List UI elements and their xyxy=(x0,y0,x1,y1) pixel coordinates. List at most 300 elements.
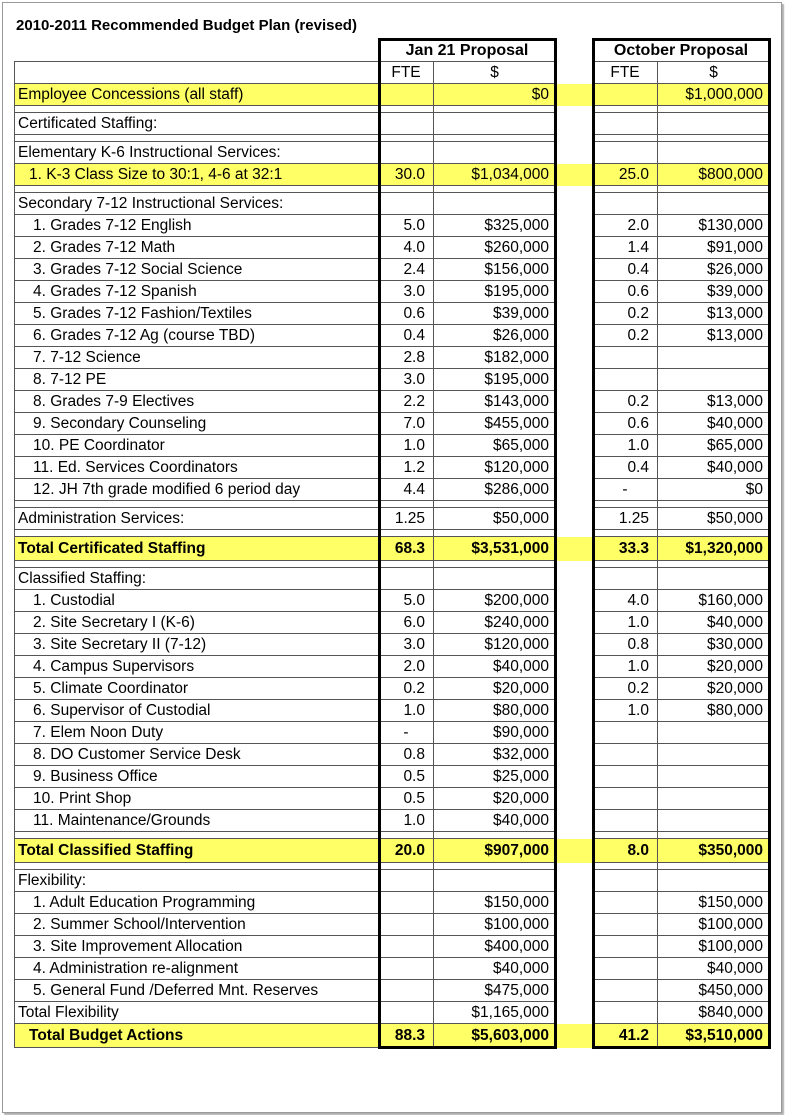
jan-fte-cell xyxy=(379,914,434,936)
oct-amount-cell: $1,320,000 xyxy=(658,537,770,561)
gap-cell xyxy=(556,215,593,237)
oct-amount-cell xyxy=(658,142,770,164)
jan-fte-cell: 3.0 xyxy=(379,634,434,656)
gap-cell xyxy=(556,237,593,259)
row-label: 4. Campus Supervisors xyxy=(15,656,379,678)
jan-amount-cell: $0 xyxy=(434,84,556,106)
table-row xyxy=(15,568,770,590)
jan-amount-cell: $100,000 xyxy=(434,914,556,936)
row-label: 6. Supervisor of Custodial xyxy=(15,700,379,722)
jan-fte-header: FTE xyxy=(379,62,434,84)
jan-fte-cell xyxy=(379,958,434,980)
oct-fte-cell: 33.3 xyxy=(593,537,658,561)
oct-amount-cell xyxy=(658,788,770,810)
jan-amount-cell: $40,000 xyxy=(434,810,556,832)
oct-amount-cell: $350,000 xyxy=(658,839,770,863)
oct-amount-cell: $39,000 xyxy=(658,281,770,303)
oct-amount-cell xyxy=(658,810,770,832)
table-row xyxy=(15,435,770,457)
row-label: 1. Adult Education Programming xyxy=(15,892,379,914)
jan-amount-cell: $1,165,000 xyxy=(434,1002,556,1024)
jan-fte-cell: - xyxy=(379,722,434,744)
gap-cell xyxy=(556,590,593,612)
spacer-row xyxy=(15,530,770,537)
oct-fte-cell: 0.4 xyxy=(593,259,658,281)
oct-amount-cell: $40,000 xyxy=(658,457,770,479)
row-label: 3. Site Secretary II (7-12) xyxy=(15,634,379,656)
oct-amount-cell: $13,000 xyxy=(658,325,770,347)
oct-amount-cell: $150,000 xyxy=(658,892,770,914)
row-label: Total Classified Staffing xyxy=(15,839,379,863)
total-row xyxy=(15,537,770,561)
table-row xyxy=(15,678,770,700)
table-row xyxy=(15,892,770,914)
oct-amount-cell xyxy=(658,722,770,744)
row-label: Total Certificated Staffing xyxy=(15,537,379,561)
spacer-row xyxy=(15,501,770,508)
row-label: 8. 7-12 PE xyxy=(15,369,379,391)
jan-fte-cell: 0.5 xyxy=(379,766,434,788)
oct-amount-cell: $840,000 xyxy=(658,1002,770,1024)
jan-amount-cell: $286,000 xyxy=(434,479,556,501)
row-label: 10. PE Coordinator xyxy=(15,435,379,457)
table-row xyxy=(15,142,770,164)
oct-fte-cell: 2.0 xyxy=(593,215,658,237)
oct-fte-cell: 0.6 xyxy=(593,281,658,303)
jan-fte-cell xyxy=(379,936,434,958)
oct-fte-cell xyxy=(593,810,658,832)
jan-fte-cell xyxy=(379,193,434,215)
oct-fte-cell: 0.8 xyxy=(593,634,658,656)
table-row xyxy=(15,612,770,634)
spacer-row xyxy=(15,186,770,193)
row-label: Certificated Staffing: xyxy=(15,113,379,135)
gap-cell xyxy=(556,744,593,766)
table-row xyxy=(15,413,770,435)
oct-amount-cell: $30,000 xyxy=(658,634,770,656)
jan-fte-cell: 1.0 xyxy=(379,435,434,457)
table-row xyxy=(15,193,770,215)
jan-fte-cell: 7.0 xyxy=(379,413,434,435)
table-row xyxy=(15,958,770,980)
row-label: 5. Grades 7-12 Fashion/Textiles xyxy=(15,303,379,325)
row-label: 1. Grades 7-12 English xyxy=(15,215,379,237)
gap-cell xyxy=(556,164,593,186)
jan-amount-cell: $455,000 xyxy=(434,413,556,435)
jan-amount-cell xyxy=(434,142,556,164)
jan-amount-cell xyxy=(434,568,556,590)
row-label: 7. Elem Noon Duty xyxy=(15,722,379,744)
row-label: Total Flexibility xyxy=(15,1002,379,1024)
jan-fte-cell: 0.2 xyxy=(379,678,434,700)
jan-amount-cell: $240,000 xyxy=(434,612,556,634)
oct-proposal-header: October Proposal xyxy=(593,40,770,62)
row-label: 2. Grades 7-12 Math xyxy=(15,237,379,259)
row-label: Elementary K-6 Instructional Services: xyxy=(15,142,379,164)
gap-cell xyxy=(556,259,593,281)
gap-cell xyxy=(556,1024,593,1048)
jan-amount-cell: $182,000 xyxy=(434,347,556,369)
oct-fte-cell xyxy=(593,892,658,914)
oct-amount-cell: $40,000 xyxy=(658,958,770,980)
table-row xyxy=(15,914,770,936)
header-row-2 xyxy=(15,62,770,84)
jan-fte-cell: 3.0 xyxy=(379,281,434,303)
oct-amount-cell xyxy=(658,870,770,892)
oct-fte-cell xyxy=(593,369,658,391)
gap-cell xyxy=(556,958,593,980)
row-label: 4. Administration re-alignment xyxy=(15,958,379,980)
table-row xyxy=(15,84,770,106)
row-label: 1. Custodial xyxy=(15,590,379,612)
gap-cell xyxy=(556,457,593,479)
oct-fte-cell xyxy=(593,766,658,788)
oct-fte-cell: - xyxy=(593,479,658,501)
table-row xyxy=(15,237,770,259)
oct-amount-cell: $20,000 xyxy=(658,656,770,678)
row-label: Employee Concessions (all staff) xyxy=(15,84,379,106)
oct-amount-cell: $65,000 xyxy=(658,435,770,457)
jan-fte-cell: 2.0 xyxy=(379,656,434,678)
gap-cell xyxy=(556,347,593,369)
jan-fte-cell: 5.0 xyxy=(379,590,434,612)
jan-fte-cell xyxy=(379,568,434,590)
oct-amount-cell: $50,000 xyxy=(658,508,770,530)
oct-fte-header: FTE xyxy=(593,62,658,84)
table-row xyxy=(15,870,770,892)
gap-cell xyxy=(556,870,593,892)
oct-amount-cell: $13,000 xyxy=(658,303,770,325)
gap-cell xyxy=(556,892,593,914)
row-label: 12. JH 7th grade modified 6 period day xyxy=(15,479,379,501)
jan-fte-cell: 30.0 xyxy=(379,164,434,186)
table-row xyxy=(15,281,770,303)
jan-amount-cell: $90,000 xyxy=(434,722,556,744)
table-row xyxy=(15,700,770,722)
budget-table xyxy=(14,39,770,1048)
jan-amount-cell: $5,603,000 xyxy=(434,1024,556,1048)
oct-amount-cell: $100,000 xyxy=(658,936,770,958)
table-row xyxy=(15,936,770,958)
gap-cell xyxy=(556,612,593,634)
table-row xyxy=(15,479,770,501)
oct-amount-cell: $160,000 xyxy=(658,590,770,612)
oct-fte-cell: 0.4 xyxy=(593,457,658,479)
jan-amount-cell: $907,000 xyxy=(434,839,556,863)
total-row xyxy=(15,1024,770,1048)
jan-amount-cell: $400,000 xyxy=(434,936,556,958)
gap-cell xyxy=(556,568,593,590)
oct-amount-cell: $800,000 xyxy=(658,164,770,186)
row-label: 6. Grades 7-12 Ag (course TBD) xyxy=(15,325,379,347)
gap-cell xyxy=(556,839,593,863)
row-label: Flexibility: xyxy=(15,870,379,892)
oct-amount-cell xyxy=(658,744,770,766)
row-label: 3. Site Improvement Allocation xyxy=(15,936,379,958)
jan-fte-cell: 68.3 xyxy=(379,537,434,561)
table-row xyxy=(15,766,770,788)
gap-cell xyxy=(556,678,593,700)
jan-amount-cell: $475,000 xyxy=(434,980,556,1002)
row-label: 11. Maintenance/Grounds xyxy=(15,810,379,832)
jan-fte-cell: 4.4 xyxy=(379,479,434,501)
row-label: 10. Print Shop xyxy=(15,788,379,810)
jan-amount-cell: $25,000 xyxy=(434,766,556,788)
jan-fte-cell xyxy=(379,980,434,1002)
jan-amount-cell: $150,000 xyxy=(434,892,556,914)
oct-amount-cell: $80,000 xyxy=(658,700,770,722)
row-label: 1. K-3 Class Size to 30:1, 4-6 at 32:1 xyxy=(15,164,379,186)
oct-fte-cell xyxy=(593,870,658,892)
row-label: 2. Site Secretary I (K-6) xyxy=(15,612,379,634)
jan-amount-cell: $32,000 xyxy=(434,744,556,766)
jan-fte-cell: 0.8 xyxy=(379,744,434,766)
table-row xyxy=(15,1002,770,1024)
oct-fte-cell: 1.4 xyxy=(593,237,658,259)
table-row xyxy=(15,634,770,656)
table-row xyxy=(15,980,770,1002)
oct-fte-cell xyxy=(593,347,658,369)
oct-amount-cell: $13,000 xyxy=(658,391,770,413)
jan-amount-cell: $120,000 xyxy=(434,457,556,479)
oct-amount-cell: $91,000 xyxy=(658,237,770,259)
jan-fte-cell: 6.0 xyxy=(379,612,434,634)
oct-fte-cell xyxy=(593,914,658,936)
jan-fte-cell: 1.0 xyxy=(379,700,434,722)
jan-amount-cell: $143,000 xyxy=(434,391,556,413)
gap-cell xyxy=(556,936,593,958)
jan-amount-cell: $20,000 xyxy=(434,678,556,700)
table-row xyxy=(15,590,770,612)
gap-cell xyxy=(556,980,593,1002)
oct-fte-cell xyxy=(593,936,658,958)
oct-amount-cell: $1,000,000 xyxy=(658,84,770,106)
jan-amount-cell: $80,000 xyxy=(434,700,556,722)
oct-amount-cell xyxy=(658,113,770,135)
oct-fte-cell: 1.0 xyxy=(593,612,658,634)
oct-fte-cell: 4.0 xyxy=(593,590,658,612)
jan-fte-cell: 5.0 xyxy=(379,215,434,237)
oct-amount-cell: $130,000 xyxy=(658,215,770,237)
oct-fte-cell: 0.6 xyxy=(593,413,658,435)
row-label: 9. Secondary Counseling xyxy=(15,413,379,435)
oct-amount-cell: $26,000 xyxy=(658,259,770,281)
oct-amount-cell: $40,000 xyxy=(658,413,770,435)
gap-cell xyxy=(556,479,593,501)
table-row xyxy=(15,788,770,810)
table-row xyxy=(15,722,770,744)
gap-cell xyxy=(556,537,593,561)
oct-amount-cell xyxy=(658,766,770,788)
jan-fte-cell: 2.2 xyxy=(379,391,434,413)
oct-amount-cell xyxy=(658,193,770,215)
total-row xyxy=(15,839,770,863)
gap-cell xyxy=(556,84,593,106)
oct-dollar-header: $ xyxy=(658,62,770,84)
jan-amount-cell: $195,000 xyxy=(434,369,556,391)
spacer-row xyxy=(15,106,770,113)
gap-cell xyxy=(556,810,593,832)
oct-amount-cell: $40,000 xyxy=(658,612,770,634)
spacer-row xyxy=(15,832,770,839)
oct-fte-cell xyxy=(593,744,658,766)
gap-cell xyxy=(556,508,593,530)
row-label: Classified Staffing: xyxy=(15,568,379,590)
jan-amount-cell: $39,000 xyxy=(434,303,556,325)
oct-fte-cell: 1.25 xyxy=(593,508,658,530)
gap-cell xyxy=(556,722,593,744)
jan-proposal-header: Jan 21 Proposal xyxy=(379,40,556,62)
oct-fte-cell xyxy=(593,113,658,135)
oct-amount-cell: $100,000 xyxy=(658,914,770,936)
jan-fte-cell: 0.5 xyxy=(379,788,434,810)
jan-amount-cell: $120,000 xyxy=(434,634,556,656)
gap-cell xyxy=(556,325,593,347)
row-label: 8. DO Customer Service Desk xyxy=(15,744,379,766)
gap-cell xyxy=(556,193,593,215)
jan-fte-cell xyxy=(379,1002,434,1024)
jan-fte-cell: 2.4 xyxy=(379,259,434,281)
gap-cell xyxy=(556,281,593,303)
oct-fte-cell xyxy=(593,568,658,590)
row-label: 8. Grades 7-9 Electives xyxy=(15,391,379,413)
jan-fte-cell: 1.0 xyxy=(379,810,434,832)
jan-amount-cell xyxy=(434,193,556,215)
row-label: 7. 7-12 Science xyxy=(15,347,379,369)
table-row xyxy=(15,744,770,766)
table-row xyxy=(15,325,770,347)
table-row xyxy=(15,303,770,325)
oct-fte-cell: 0.2 xyxy=(593,325,658,347)
oct-amount-cell xyxy=(658,568,770,590)
table-row xyxy=(15,508,770,530)
jan-fte-cell: 0.4 xyxy=(379,325,434,347)
jan-fte-cell: 0.6 xyxy=(379,303,434,325)
oct-amount-cell xyxy=(658,347,770,369)
oct-fte-cell xyxy=(593,1002,658,1024)
jan-fte-cell xyxy=(379,892,434,914)
oct-fte-cell xyxy=(593,788,658,810)
jan-fte-cell: 2.8 xyxy=(379,347,434,369)
row-label: Administration Services: xyxy=(15,508,379,530)
table-row xyxy=(15,810,770,832)
page-title: 2010-2011 Recommended Budget Plan (revised) xyxy=(16,17,357,34)
gap-cell xyxy=(556,303,593,325)
gap-cell xyxy=(556,766,593,788)
jan-amount-cell: $40,000 xyxy=(434,958,556,980)
jan-amount-cell: $200,000 xyxy=(434,590,556,612)
oct-fte-cell: 41.2 xyxy=(593,1024,658,1048)
row-label: Secondary 7-12 Instructional Services: xyxy=(15,193,379,215)
jan-fte-cell: 1.25 xyxy=(379,508,434,530)
table-row xyxy=(15,656,770,678)
row-label: 2. Summer School/Intervention xyxy=(15,914,379,936)
oct-amount-cell: $0 xyxy=(658,479,770,501)
gap-cell xyxy=(556,142,593,164)
jan-amount-cell: $1,034,000 xyxy=(434,164,556,186)
table-row xyxy=(15,259,770,281)
table-row xyxy=(15,113,770,135)
jan-fte-cell: 88.3 xyxy=(379,1024,434,1048)
spacer-row xyxy=(15,863,770,870)
jan-fte-cell xyxy=(379,113,434,135)
jan-fte-cell: 1.2 xyxy=(379,457,434,479)
oct-fte-cell: 1.0 xyxy=(593,435,658,457)
row-label: 9. Business Office xyxy=(15,766,379,788)
jan-amount-cell xyxy=(434,870,556,892)
gap-cell xyxy=(556,435,593,457)
table-row xyxy=(15,215,770,237)
oct-fte-cell: 0.2 xyxy=(593,303,658,325)
row-label: Total Budget Actions xyxy=(15,1024,379,1048)
jan-amount-cell: $40,000 xyxy=(434,656,556,678)
jan-fte-cell xyxy=(379,84,434,106)
oct-fte-cell: 8.0 xyxy=(593,839,658,863)
oct-fte-cell: 0.2 xyxy=(593,391,658,413)
gap-cell xyxy=(556,634,593,656)
oct-amount-cell: $450,000 xyxy=(658,980,770,1002)
oct-amount-cell: $3,510,000 xyxy=(658,1024,770,1048)
jan-dollar-header: $ xyxy=(434,62,556,84)
jan-amount-cell: $3,531,000 xyxy=(434,537,556,561)
jan-amount-cell: $20,000 xyxy=(434,788,556,810)
oct-fte-cell: 25.0 xyxy=(593,164,658,186)
row-label: 5. General Fund /Deferred Mnt. Reserves xyxy=(15,980,379,1002)
oct-fte-cell: 1.0 xyxy=(593,700,658,722)
spacer-row xyxy=(15,135,770,142)
table-row xyxy=(15,347,770,369)
oct-amount-cell: $20,000 xyxy=(658,678,770,700)
jan-fte-cell: 4.0 xyxy=(379,237,434,259)
table-row xyxy=(15,369,770,391)
gap-cell xyxy=(556,113,593,135)
header-row-1 xyxy=(15,40,770,62)
oct-fte-cell xyxy=(593,958,658,980)
jan-amount-cell: $50,000 xyxy=(434,508,556,530)
jan-fte-cell: 20.0 xyxy=(379,839,434,863)
gap-cell xyxy=(556,656,593,678)
jan-fte-cell: 3.0 xyxy=(379,369,434,391)
oct-fte-cell xyxy=(593,193,658,215)
table-row xyxy=(15,457,770,479)
oct-fte-cell: 0.2 xyxy=(593,678,658,700)
jan-amount-cell: $325,000 xyxy=(434,215,556,237)
table-row xyxy=(15,164,770,186)
gap-cell xyxy=(556,1002,593,1024)
oct-fte-cell xyxy=(593,142,658,164)
jan-amount-cell: $260,000 xyxy=(434,237,556,259)
oct-fte-cell xyxy=(593,84,658,106)
table-row xyxy=(15,391,770,413)
oct-amount-cell xyxy=(658,369,770,391)
row-label: 5. Climate Coordinator xyxy=(15,678,379,700)
jan-fte-cell xyxy=(379,142,434,164)
jan-fte-cell xyxy=(379,870,434,892)
spacer-row xyxy=(15,561,770,568)
jan-amount-cell: $195,000 xyxy=(434,281,556,303)
row-label: 11. Ed. Services Coordinators xyxy=(15,457,379,479)
jan-amount-cell: $156,000 xyxy=(434,259,556,281)
gap-cell xyxy=(556,788,593,810)
jan-amount-cell xyxy=(434,113,556,135)
oct-fte-cell xyxy=(593,722,658,744)
gap-cell xyxy=(556,369,593,391)
gap-cell xyxy=(556,914,593,936)
gap-cell xyxy=(556,391,593,413)
gap-cell xyxy=(556,700,593,722)
jan-amount-cell: $26,000 xyxy=(434,325,556,347)
gap-cell xyxy=(556,413,593,435)
